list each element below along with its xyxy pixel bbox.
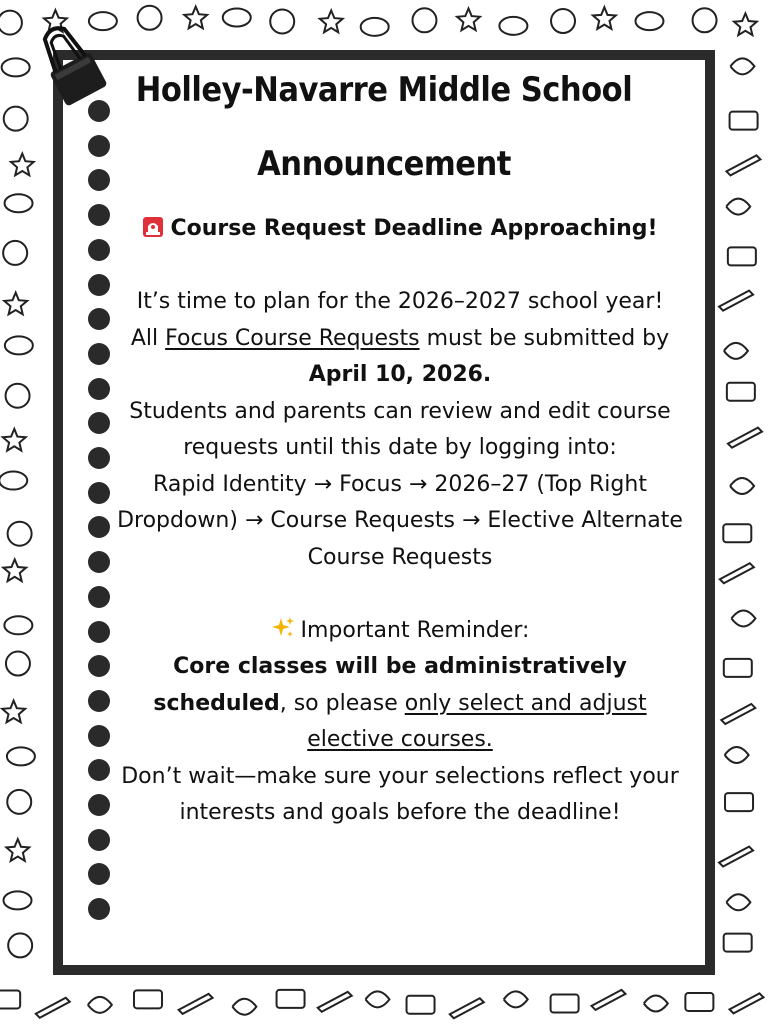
spiral-hole bbox=[88, 655, 110, 677]
announcement-title: Announcement bbox=[257, 144, 511, 184]
deadline-line bbox=[110, 321, 690, 394]
reminder-heading bbox=[110, 613, 690, 650]
spiral-hole bbox=[88, 204, 110, 226]
announcement-body bbox=[110, 211, 690, 832]
spiral-hole bbox=[88, 516, 110, 538]
core-mid: , so please bbox=[279, 690, 398, 716]
spiral-hole bbox=[88, 274, 110, 296]
spiral-hole bbox=[88, 794, 110, 816]
siren-icon bbox=[142, 216, 164, 238]
spiral-hole bbox=[88, 829, 110, 851]
spiral-hole bbox=[88, 690, 110, 712]
spiral-hole bbox=[88, 759, 110, 781]
spiral-hole bbox=[88, 308, 110, 330]
spiral-hole bbox=[88, 412, 110, 434]
core-bold: Core classes will be administratively scheduled bbox=[153, 654, 627, 716]
spiral-hole bbox=[88, 621, 110, 643]
closing-line: Don’t wait—make sure your selections reflect your interests and goals before the deadline! bbox=[121, 763, 679, 825]
spiral-hole bbox=[88, 586, 110, 608]
spiral-hole bbox=[88, 378, 110, 400]
deadline-mid: must be submitted by bbox=[426, 325, 670, 351]
intro-line: It’s time to plan for the 2026–2027 school year! bbox=[136, 289, 664, 314]
spiral-hole bbox=[88, 447, 110, 469]
spiral-hole bbox=[88, 863, 110, 885]
deadline-prefix: All bbox=[130, 325, 159, 351]
elective-underline: only select and adjust elective courses. bbox=[307, 690, 647, 752]
spiral-hole bbox=[88, 239, 110, 261]
spiral-hole bbox=[88, 482, 110, 504]
headline-text: Course Request Deadline Approaching! bbox=[170, 216, 658, 241]
spiral-hole bbox=[88, 725, 110, 747]
notebook-spiral-holes bbox=[88, 100, 112, 920]
spiral-hole bbox=[88, 551, 110, 573]
headline bbox=[110, 211, 690, 248]
spiral-hole bbox=[88, 343, 110, 365]
navigation-path: Rapid Identity → Focus → 2026–27 (Top Right Dropdown) → Course Requests → Elective Alternate Course Requests bbox=[117, 471, 683, 570]
school-name-title: Holley-Navarre Middle School bbox=[135, 70, 633, 110]
core-classes-line bbox=[110, 649, 690, 759]
reminder-label: Important Reminder: bbox=[300, 617, 530, 643]
focus-course-requests-link[interactable]: Focus Course Requests bbox=[165, 325, 420, 351]
spiral-hole bbox=[88, 898, 110, 920]
deadline-date: April 10, 2026. bbox=[308, 362, 492, 387]
sparkles-icon bbox=[271, 616, 295, 640]
review-text: Students and parents can review and edit course requests until this date by logging into: bbox=[129, 398, 671, 460]
